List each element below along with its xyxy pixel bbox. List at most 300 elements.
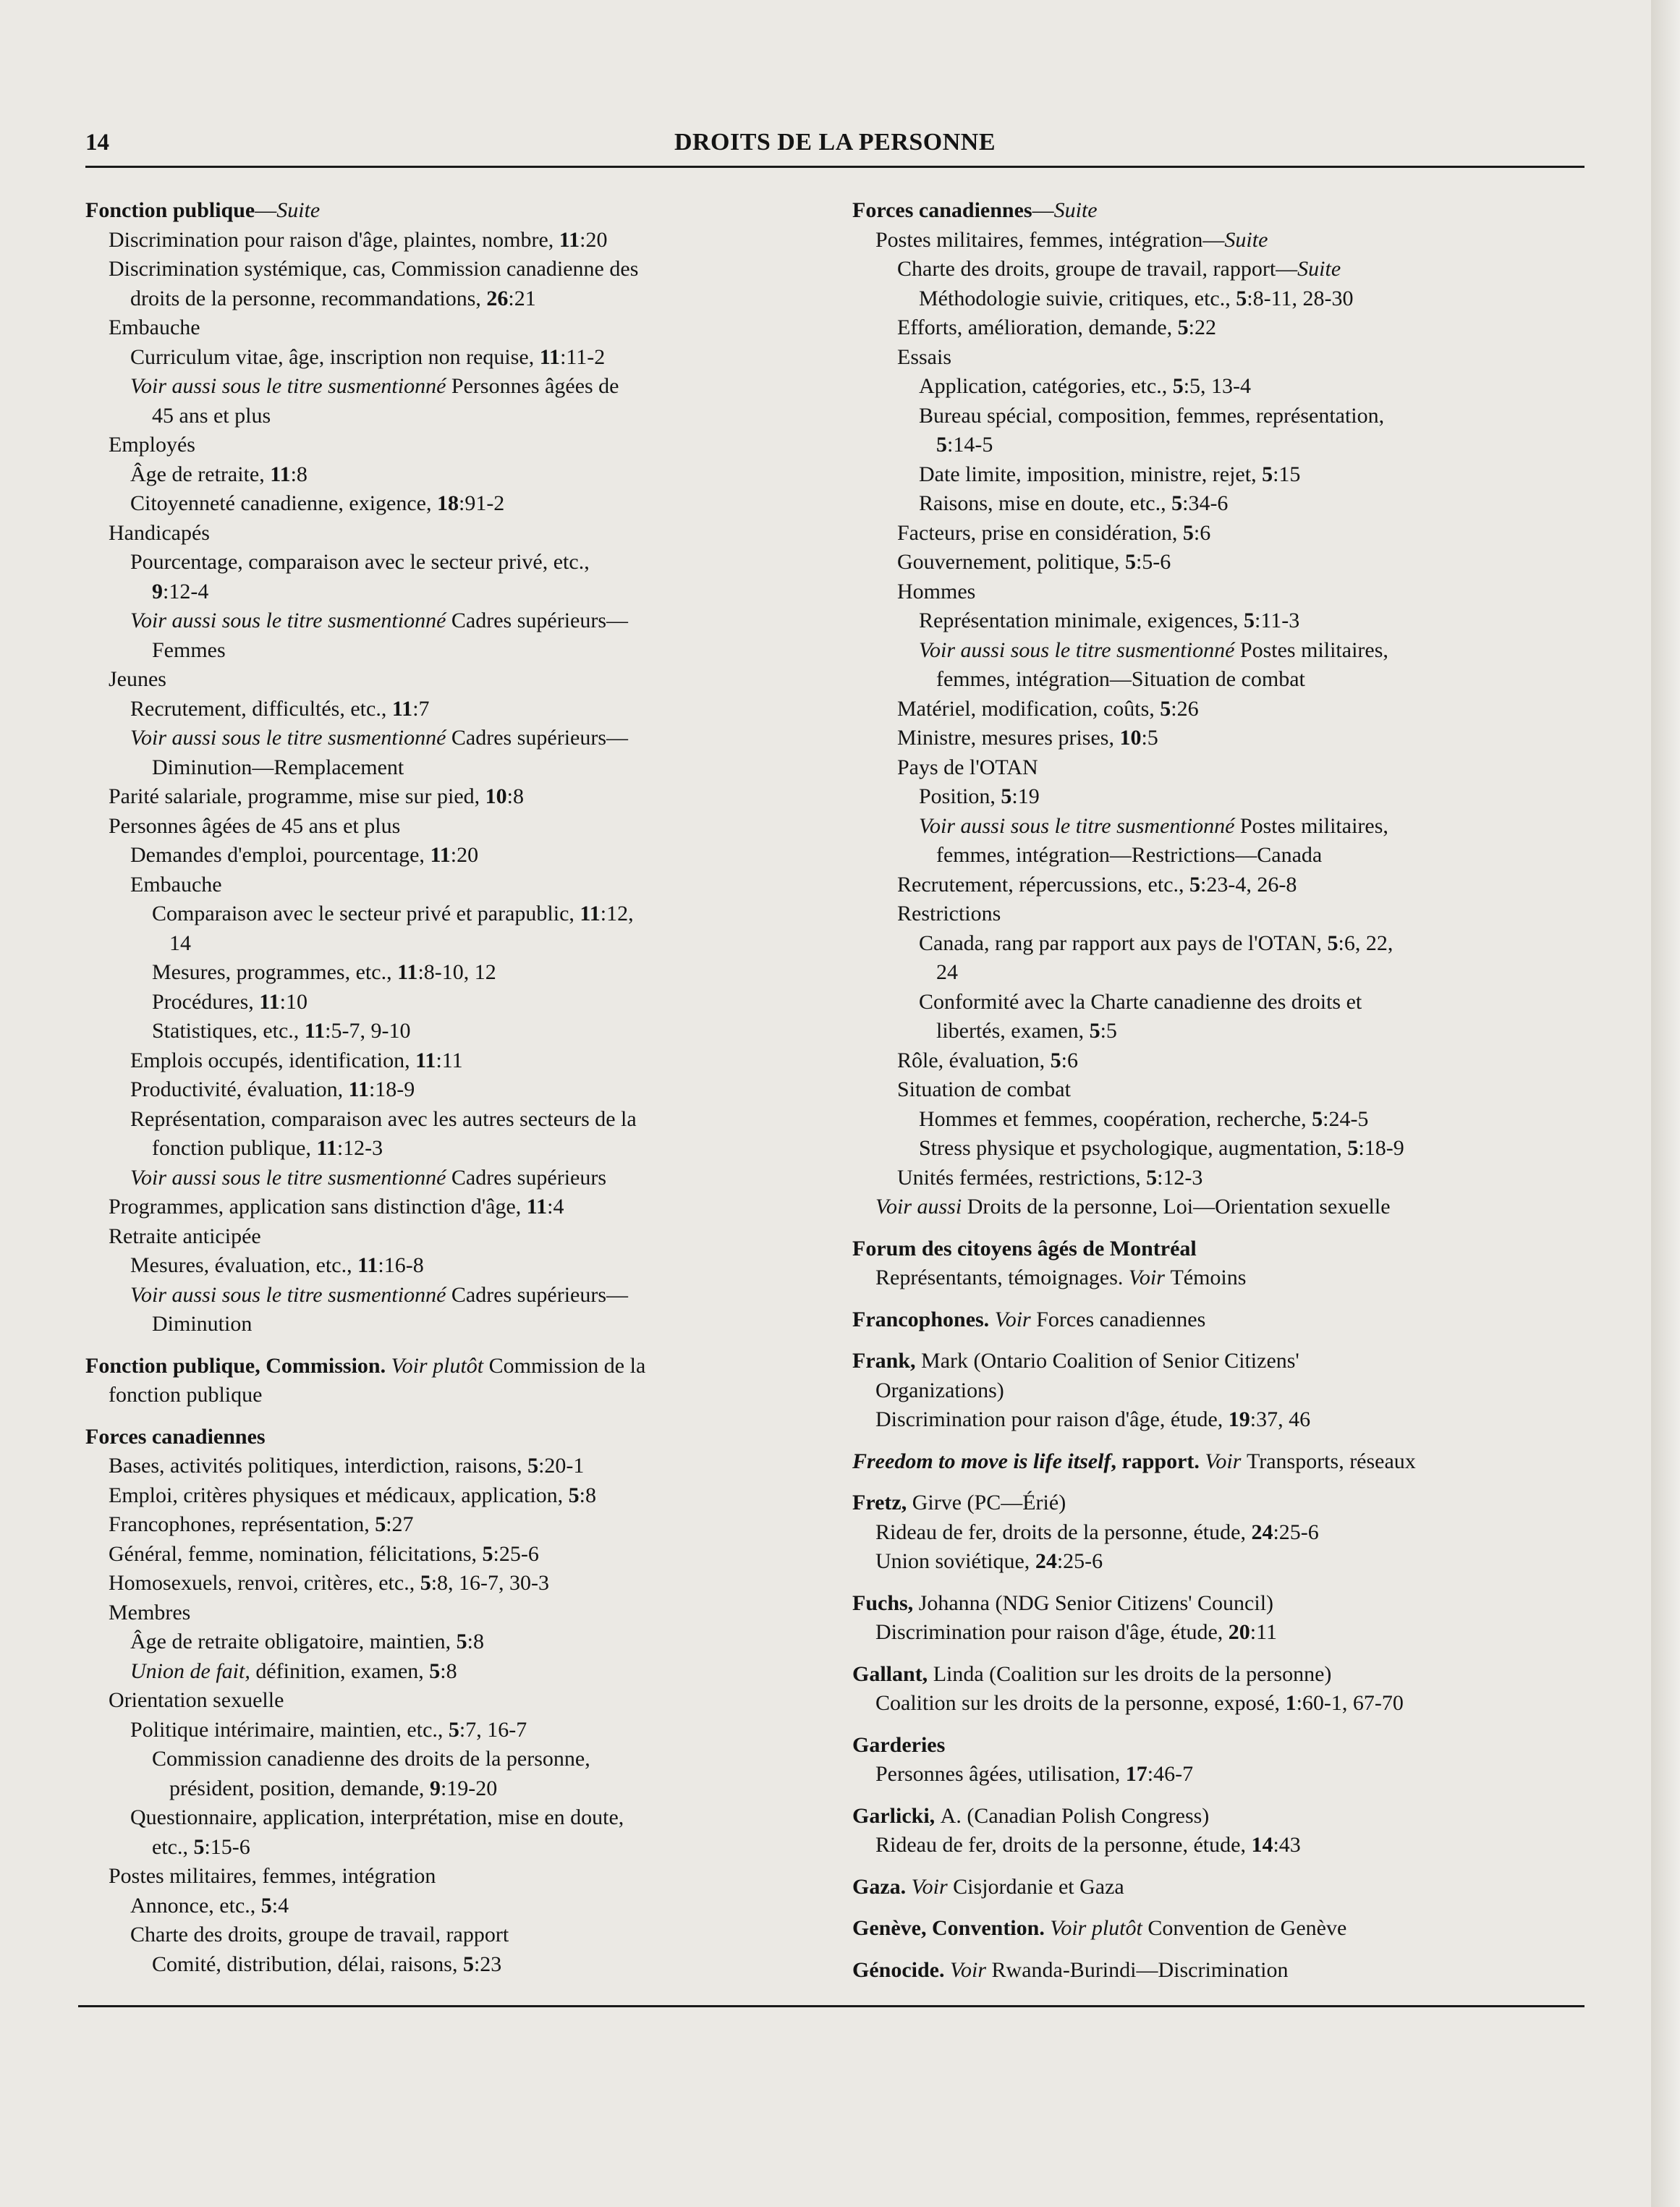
entry-text: Femmes [152,637,226,662]
entry-text: Forum des citoyens âgés de Montréal [852,1236,1197,1261]
index-subentry [852,988,1576,1017]
index-subentry [852,519,1576,548]
entry-text: Âge de retraite obligatoire, maintien, [130,1630,457,1653]
entry-text: Voir [1205,1449,1247,1473]
entry-text: 11 [357,1253,378,1277]
entry-text: Facteurs, prise en considération, [897,520,1183,545]
index-subentry [852,1618,1576,1648]
entry-text: Fuchs, [852,1590,919,1615]
entry-text: :91-2 [458,491,505,515]
entry-text: :25-6 [1056,1549,1103,1573]
entry-text: femmes, intégration—Situation de combat [936,667,1305,691]
entry-text: 5 [568,1483,580,1507]
entry-text: 5 [1146,1165,1158,1190]
index-subentry [852,460,1576,490]
entry-text: définition, examen, [250,1659,430,1683]
entry-text: fonction publique [109,1383,263,1407]
index-subentry [852,606,1576,636]
entry-text: Homosexuels, renvoi, critères, etc., [109,1571,420,1595]
entry-text: :24-5 [1323,1106,1369,1131]
index-subentry [85,870,794,900]
entry-text: Voir aussi sous le titre susmentionné [919,637,1240,662]
entry-text: Membres [109,1600,191,1624]
entry-text: Forces canadiennes [1036,1307,1206,1331]
entry-text: 26 [486,286,509,310]
entry-text: Johanna (NDG Senior Citizens' Council) [918,1590,1274,1615]
index-subentry [85,1540,794,1570]
entry-text: 5 [420,1571,431,1595]
entry-text: Productivité, évaluation, [130,1077,349,1101]
entry-text: 11 [580,902,601,925]
entry-text: Conformité avec la Charte canadienne des droits et [919,989,1362,1014]
entry-text: , rapport. [1111,1449,1205,1473]
index-subentry [852,255,1576,284]
entry-text: Emploi, critères physiques et médicaux, application, [109,1483,569,1507]
entry-text: :10 [279,989,307,1014]
entry-text: Personnes âgées de 45 ans et plus [109,813,401,838]
entry-text: :27 [386,1512,414,1536]
entry-text: :7, 16-7 [459,1717,527,1742]
entry-gap [852,1577,1576,1589]
entry-text: 5 [375,1512,386,1536]
entry-text: Voir aussi sous le titre susmentionné [919,813,1240,838]
footer-rule [78,2005,1584,2007]
index-subentry [852,284,1576,314]
entry-text: Forces canadiennes [852,198,1032,222]
entry-text: 5 [1189,872,1201,897]
entry-text: Forces canadiennes [85,1424,266,1449]
entry-text: 24 [936,960,958,984]
index-subentry [852,1017,1576,1046]
entry-text: 45 ans et plus [152,403,271,428]
index-subentry [85,1075,794,1105]
entry-text: Demandes d'emploi, pourcentage, [130,843,430,867]
index-subentry [85,1281,794,1310]
index-heading [852,1956,1576,1986]
entry-text: :8 [506,784,525,808]
entry-text: 11 [539,344,561,369]
entry-text: — [1032,198,1054,222]
entry-text: Personnes âgées, utilisation, [875,1762,1126,1786]
entry-text: 14 [1251,1833,1273,1857]
index-subentry [852,402,1576,431]
entry-text: 5 [1327,931,1339,955]
entry-text: Rideau de fer, droits de la personne, étude, [875,1520,1252,1544]
entry-text: Charte des droits, groupe de travail, rapport— [897,257,1298,281]
entry-text: 5 [193,1834,205,1859]
entry-text: Voir aussi [875,1195,967,1219]
index-heading [852,1731,1576,1761]
entry-text: Génocide. [852,1957,950,1982]
entry-text: 5 [1124,550,1136,574]
entry-text: 5 [1177,315,1189,339]
entry-text: :15-6 [204,1834,250,1859]
entry-text: Coalition sur les droits de la personne, exposé, [875,1691,1286,1715]
index-subentry [85,1803,794,1833]
entry-text: Bureau spécial, composition, femmes, représentation, [919,403,1385,428]
entry-text: Voir [950,1957,992,1982]
entry-text: Convention de Genève [1147,1916,1347,1940]
entry-text: 5 [1089,1019,1100,1043]
entry-text: :5, 13-4 [1183,374,1252,398]
entry-text: A. (Canadian Polish Congress) [940,1803,1210,1828]
entry-text: Mesures, programmes, etc., [152,960,398,984]
entry-text: :5 [1100,1019,1117,1043]
entry-text: :26 [1171,696,1199,721]
entry-text: :20-1 [538,1454,585,1478]
entry-text: 5 [429,1659,441,1683]
entry-text: Voir aussi sous le titre susmentionné [130,726,451,750]
index-subentry [85,519,794,548]
entry-text: :8 [440,1659,457,1683]
entry-text: :8 [290,462,307,486]
index-subentry [85,577,794,607]
index-subentry [85,1774,794,1804]
entry-text: 5 [1312,1106,1323,1131]
entry-text: 11 [391,696,413,721]
entry-text: 11 [348,1077,369,1101]
entry-text: :16-8 [378,1253,424,1277]
index-subentry [85,1381,794,1410]
entry-text: 5 [936,433,947,457]
index-subentry [85,958,794,988]
entry-text: :60-1, 67-70 [1296,1691,1404,1715]
index-subentry [85,548,794,577]
entry-text: Discrimination pour raison d'âge, plaintes, nombre, [109,227,559,252]
entry-text: 11 [526,1195,548,1219]
entry-text: Droits de la personne, Loi—Orientation sexuelle [967,1195,1391,1219]
entry-text: :6 [1061,1048,1078,1072]
entry-text: Mesures, évaluation, etc., [130,1253,358,1277]
entry-text: Comparaison avec le secteur privé et parapublic, [152,902,580,925]
index-subentry [85,899,794,929]
entry-text: :12-3 [1157,1165,1203,1190]
index-subentry [85,812,794,842]
entry-text: Comité, distribution, délai, raisons, [152,1952,463,1976]
index-subentry [852,1263,1576,1293]
entry-text: :37, 46 [1250,1407,1311,1431]
entry-text: Canada, rang par rapport aux pays de l'OTAN, [919,931,1328,955]
entry-text: 5 [1172,374,1184,398]
index-subentry [85,431,794,460]
index-subentry [85,929,794,959]
entry-text: Voir aussi sous le titre susmentionné [130,374,451,398]
entry-text: :34-6 [1182,491,1229,515]
index-heading [852,1234,1576,1264]
entry-text: :18-9 [1358,1136,1404,1160]
entry-text: 20 [1228,1620,1250,1644]
entry-text: Gallant, [852,1661,933,1686]
entry-text: libertés, examen, [936,1019,1090,1043]
entry-text: Postes militaires, [1239,813,1388,838]
entry-text: Rôle, évaluation, [897,1048,1051,1072]
index-subentry [85,1310,794,1339]
entry-text: 11 [430,843,451,867]
index-subentry [852,1075,1576,1105]
entry-text: Bases, activités politiques, interdiction, raisons, [109,1454,528,1478]
entry-text: :23 [473,1952,502,1976]
index-subentry [85,636,794,666]
page-number: 14 [85,130,109,156]
entry-text: Diminution [152,1312,253,1336]
entry-text: Embauche [109,315,200,339]
entry-text: :5 [1141,726,1158,750]
entry-text: :8-11, 28-30 [1247,286,1354,310]
entry-text: :4 [271,1893,289,1918]
index-subentry [85,1105,794,1135]
entry-text: Suite [1224,227,1268,252]
entry-gap [852,1902,1576,1914]
entry-text: Stress physique et psychologique, augmentation, [919,1136,1348,1160]
entry-text: Représentants, témoignages. [875,1266,1129,1289]
entry-text: Gouvernement, politique, [897,550,1125,574]
index-subentry [85,665,794,695]
index-subentry [852,958,1576,988]
index-subentry [85,489,794,519]
entry-text: :20 [580,227,608,252]
entry-text: 11 [304,1019,326,1043]
entry-text: Orientation sexuelle [109,1688,284,1712]
entry-text: Politique intérimaire, maintien, etc., [130,1717,449,1742]
entry-text: 5 [1001,784,1012,808]
index-subentry [85,226,794,255]
entry-text: 5 [1050,1048,1061,1072]
index-subentry [852,899,1576,929]
entry-text: Pourcentage, comparaison avec le secteur privé, etc., [130,550,590,574]
entry-gap [852,1435,1576,1447]
index-subentry [85,988,794,1017]
entry-text: Employés [109,433,195,457]
entry-text: Genève, Convention. [852,1916,1051,1940]
entry-text: 11 [316,1136,337,1160]
entry-text: 19 [1228,1407,1250,1431]
index-subentry [85,724,794,753]
entry-text: Fretz, [852,1491,912,1515]
entry-text: :12-4 [163,579,209,603]
entry-text: Hommes et femmes, coopération, recherche, [919,1106,1312,1131]
index-subentry [85,1193,794,1222]
entry-gap [852,1648,1576,1660]
entry-text: 17 [1125,1762,1147,1786]
entry-text: Hommes [897,579,976,603]
index-subentry [852,1193,1576,1222]
entry-text: :5-6 [1135,550,1171,574]
entry-text: Représentation, comparaison avec les autres secteurs de la [130,1106,637,1131]
index-heading [852,1347,1576,1376]
entry-text: Cadres supérieurs— [451,609,629,632]
entry-text: :14-5 [947,433,993,457]
entry-text: 11 [559,227,580,252]
index-subentry [85,695,794,724]
entry-text: :22 [1188,315,1216,339]
index-heading [85,196,794,226]
entry-gap [85,1339,794,1352]
index-subentry [852,1547,1576,1577]
entry-text: 9 [152,579,163,603]
entry-text: 11 [397,960,418,984]
entry-text: Curriculum vitae, âge, inscription non requise, [130,344,540,369]
entry-text: :7 [412,696,430,721]
index-subentry [852,1046,1576,1076]
index-subentry [85,1164,794,1193]
entry-text: :11-2 [560,344,606,369]
entry-text: 18 [436,491,459,515]
index-subentry [852,431,1576,460]
entry-text: Francophones, représentation, [109,1512,376,1536]
entry-text: 5 [1182,520,1194,545]
entry-text: Retraite anticipée [109,1224,261,1248]
entry-gap [852,1719,1576,1731]
index-subentry [85,460,794,490]
index-subentry [852,372,1576,402]
index-subentry [85,606,794,636]
entry-text: :6, 22, [1338,931,1393,955]
entry-text: Francophones. [852,1307,995,1331]
entry-text: Gaza. [852,1874,912,1899]
entry-text: Date limite, imposition, ministre, rejet, [919,462,1263,486]
entry-text: Voir plutôt [391,1353,489,1378]
running-head-title: DROITS DE LA PERSONNE [674,129,996,156]
index-heading [852,1305,1576,1335]
entry-text: :8, 16-7, 30-3 [430,1571,550,1595]
entry-text: Âge de retraite, [130,462,271,486]
index-subentry [852,226,1576,255]
entry-text: 5 [1171,491,1183,515]
index-subentry [85,1716,794,1745]
index-subentry [85,1627,794,1657]
index-subentry [85,1745,794,1774]
entry-text: Garlicki, [852,1803,941,1828]
entry-text: 1 [1285,1691,1297,1715]
index-subentry [852,841,1576,870]
entry-text: 9 [429,1776,441,1800]
entry-text: 11 [270,462,291,486]
entry-text: Charte des droits, groupe de travail, rapport [130,1923,509,1947]
entry-text: — [255,198,277,222]
index-subentry [85,1833,794,1863]
entry-text: :11-3 [1255,609,1300,632]
entry-text: Diminution—Remplacement [152,755,404,779]
entry-text: Garderies [852,1732,946,1757]
index-subentry [85,1222,794,1252]
entry-text: :19-20 [440,1776,498,1800]
entry-text: Général, femme, nomination, félicitations, [109,1541,483,1566]
entry-text: 5 [1160,696,1171,721]
entry-text: :21 [508,286,536,310]
entry-text: 5 [448,1717,459,1742]
entry-text: Suite [1297,257,1341,281]
entry-text: Essais [897,344,951,369]
entry-text: Transports, réseaux [1246,1449,1416,1473]
entry-gap [852,1476,1576,1488]
index-subentry [85,1892,794,1921]
entry-text: Mark (Ontario Coalition of Senior Citizens' [921,1349,1299,1373]
entry-text: Rwanda-Burindi—Discrimination [991,1957,1289,1982]
entry-text: Voir aussi sous le titre susmentionné [130,1165,451,1190]
index-subentry [85,1569,794,1598]
entry-text: Commission canadienne des droits de la personne, [152,1747,590,1771]
entry-text: :15 [1273,462,1301,486]
index-heading [852,1802,1576,1831]
entry-gap [852,1944,1576,1956]
index-subentry [85,1046,794,1076]
entry-text: Voir aussi sous le titre susmentionné [130,609,451,632]
index-subentry [85,284,794,314]
entry-text: 11 [259,989,280,1014]
entry-text: Emplois occupés, identification, [130,1048,416,1072]
entry-text: Situation de combat [897,1077,1071,1101]
entry-text: Fonction publique [85,198,255,222]
index-subentry [852,870,1576,900]
index-subentry [85,1686,794,1716]
entry-text: Recrutement, répercussions, etc., [897,872,1190,897]
entry-text: Discrimination systémique, cas, Commission canadienne des [109,257,639,281]
index-subentry [85,753,794,783]
entry-text: :8-10, 12 [417,960,496,984]
entry-text: femmes, intégration—Restrictions—Canada [936,843,1323,867]
entry-text: Voir plutôt [1050,1916,1148,1940]
entry-text: :18-9 [368,1077,415,1101]
entry-text: Représentation minimale, exigences, [919,609,1244,632]
index-heading [852,1589,1576,1619]
index-subentry [852,1831,1576,1860]
entry-text: Personnes âgées de [451,374,619,398]
entry-text: Embauche [130,872,222,897]
index-subentry [85,402,794,431]
entry-text: Voir [1128,1266,1171,1289]
index-subentry [852,1164,1576,1193]
entry-text: :11 [436,1048,463,1072]
entry-text: Postes militaires, femmes, intégration— [875,227,1225,252]
index-subentry [852,577,1576,607]
entry-text: :5-7, 9-10 [325,1019,411,1043]
entry-text: 5 [527,1454,539,1478]
page-header [85,124,1584,161]
entry-text: Union de fait, [130,1659,250,1683]
entry-text: 10 [485,784,507,808]
entry-gap [852,1860,1576,1873]
entry-text: Commission de la [488,1353,646,1378]
entry-text: Voir [994,1307,1037,1331]
entry-gap [852,1789,1576,1802]
index-subentry [852,1134,1576,1164]
entry-text: Méthodologie suivie, critiques, etc., [919,286,1236,310]
index-subentry [852,1405,1576,1435]
index-subentry [852,636,1576,666]
entry-text: 5 [1262,462,1273,486]
entry-text: Procédures, [152,989,260,1014]
entry-text: Cadres supérieurs— [451,726,629,750]
entry-text: Unités fermées, restrictions, [897,1165,1147,1190]
index-column-right [852,196,1576,1985]
entry-text: etc., [152,1834,194,1859]
index-subentry [85,313,794,343]
index-subentry [85,1598,794,1628]
entry-text: Recrutement, difficultés, etc., [130,696,392,721]
entry-text: 5 [1236,286,1247,310]
index-subentry [85,1657,794,1687]
index-subentry [85,1510,794,1540]
entry-text: Parité salariale, programme, mise sur pied, [109,784,485,808]
entry-text: Voir aussi sous le titre susmentionné [130,1282,451,1307]
entry-text: :6 [1193,520,1211,545]
index-subentry [852,1105,1576,1135]
entry-text: Restrictions [897,902,1001,925]
entry-text: Linda (Coalition sur les droits de la personne) [933,1661,1332,1686]
index-subentry [85,1862,794,1892]
entry-text: 5 [482,1541,493,1566]
entry-text: Efforts, amélioration, demande, [897,315,1178,339]
